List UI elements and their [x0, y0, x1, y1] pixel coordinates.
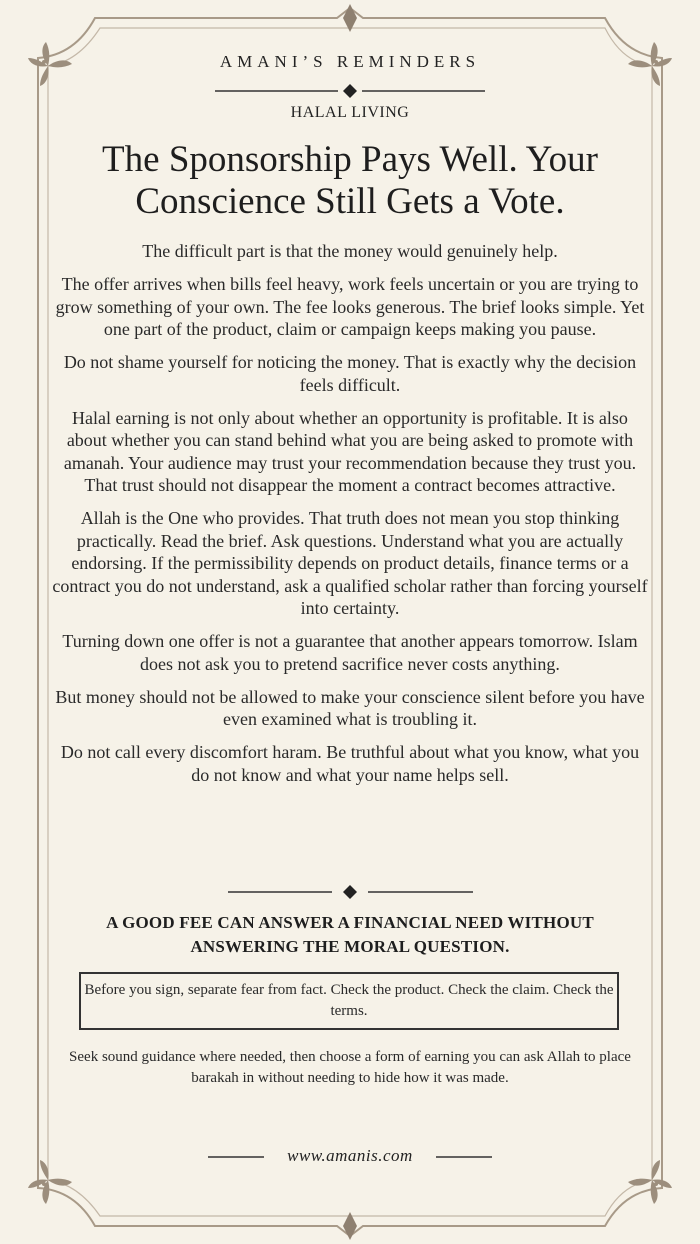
paragraph: Do not call every discomfort haram. Be truthful about what you know, what you do not know and what your name helps sell.: [60, 742, 640, 785]
section-divider: [50, 882, 650, 902]
pull-quote-line-1: A GOOD FEE CAN ANSWER A FINANCIAL NEED WITHOUT: [106, 913, 594, 932]
paragraph: Turning down one offer is not a guarantee that another appears tomorrow. Islam does not ask you to pretend sacrifice never costs anything.: [62, 631, 638, 674]
category-label: HALAL LIVING: [290, 104, 410, 121]
brand-name: AMANI’S REMINDERS: [219, 52, 481, 71]
paragraph: The difficult part is that the money would genuinely help.: [142, 241, 558, 261]
diamond-icon: [343, 84, 357, 98]
paragraph: But money should not be allowed to make your conscience silent before you have even examined what is troubling it.: [55, 686, 645, 729]
pull-quote: [50, 911, 650, 959]
checklist-box: Before you sign, separate fear from fact. Check the product. Check the claim. Check the terms.: [79, 972, 619, 1030]
header-divider: [50, 81, 650, 101]
diamond-icon: [343, 885, 357, 899]
article-body: [50, 240, 650, 797]
paragraph: Do not shame yourself for noticing the money. That is exactly why the decision feels difficult.: [63, 352, 637, 395]
paragraph: Allah is the One who provides. That truth does not mean you stop thinking practically. Read the brief. Ask questions. Understand what you are actually endorsing. If the permissibility depends on product details, finance terms or a contract you do not understand, ask a qualified scholar rather than forcing yourself into certainty.: [52, 508, 648, 618]
page-title: [50, 139, 650, 223]
pull-quote-line-2: ANSWERING THE MORAL QUESTION.: [190, 937, 510, 956]
title-line-1: The Sponsorship Pays Well. Your: [102, 139, 598, 180]
closing-text: Seek sound guidance where needed, then choose a form of earning you can ask Allah to place barakah in without needing to hide how it was made.: [69, 1049, 631, 1086]
paragraph: Halal earning is not only about whether an opportunity is profitable. It is also about whether you can stand behind what you are being asked to promote with amanah. Your audience may trust your recommendation because they trust you. That trust should not disappear the moment a contract becomes attractive.: [63, 407, 637, 495]
website-url: www.amanis.com: [287, 1146, 413, 1165]
paragraph: The offer arrives when bills feel heavy, work feels uncertain or you are trying to grow something of your own. The fee looks generous. The brief looks simple. Yet one part of the product, claim or campaign keeps making you pause.: [55, 274, 645, 339]
title-line-2: Conscience Still Gets a Vote.: [135, 181, 565, 222]
